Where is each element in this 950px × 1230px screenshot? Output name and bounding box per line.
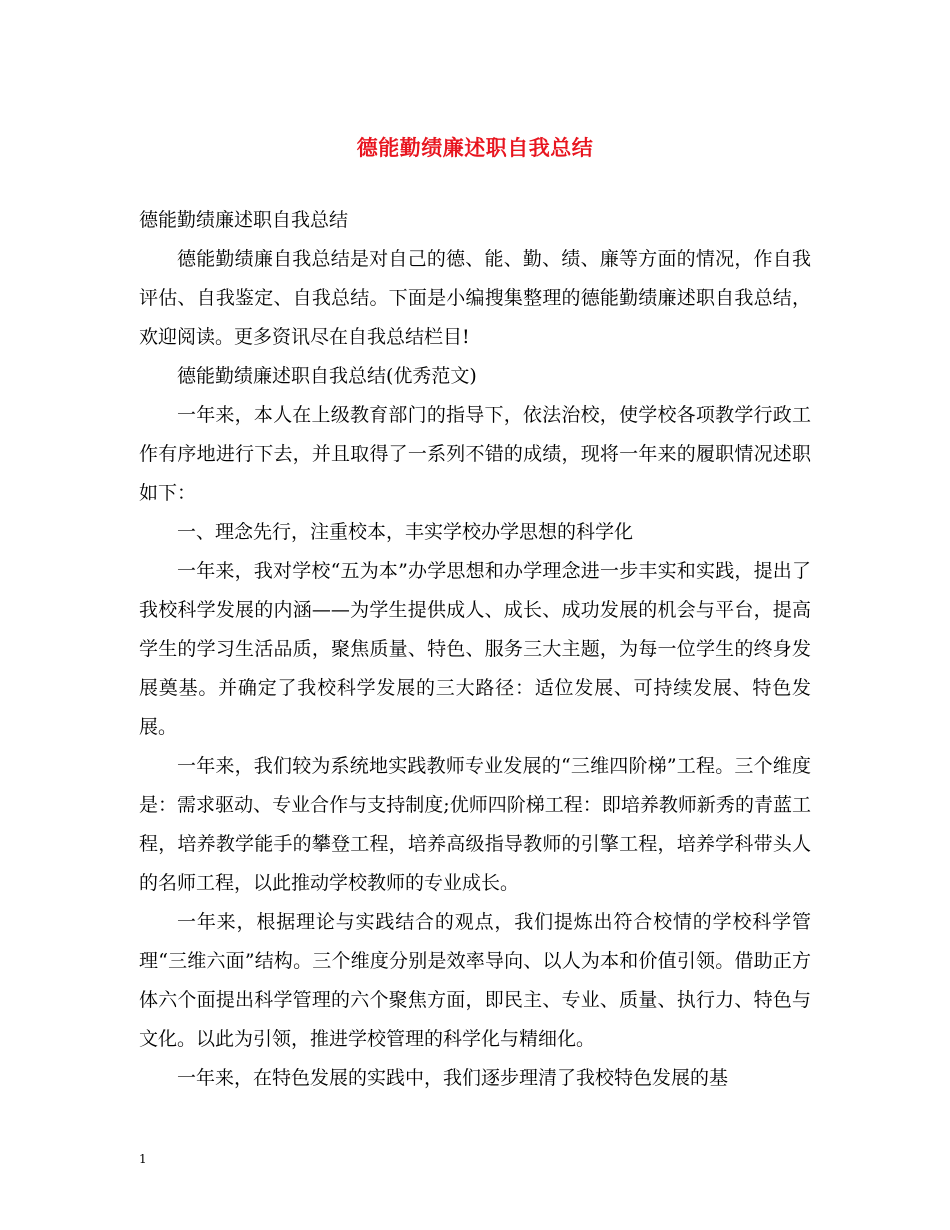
page-number: 1 [139, 1152, 147, 1166]
paragraph-heading: 德能勤绩廉述职自我总结(优秀范文) [177, 365, 477, 387]
paragraph: 一年来，我对学校“五为本”办学思想和办学理念进一步丰实和实践，提出了我校科学发展的内涵——为学生提供成人、成长、成功发展的机会与平台，提高学生的学习生活品质，聚焦质量、特色、服务三大主题，为每一位学生的终身发展奠基。并确定了我校科学发展的三大路径：适位发展、可持续发展、特色发展。 [139, 560, 811, 738]
paragraph: 一年来，本人在上级教育部门的指导下，依法治校，使学校各项教学行政工作有序地进行下去，并且取得了一系列不错的成绩，现将一年来的履职情况述职如下： [139, 404, 811, 504]
paragraph: 一年来，我们较为系统地实践教师专业发展的“三维四阶梯”工程。三个维度是：需求驱动、专业合作与支持制度;优师四阶梯工程：即培养教师新秀的青蓝工程，培养教学能手的攀登工程，培养高级指导教师的引擎工程，培养学科带头人的名师工程，以此推动学校教师的专业成长。 [139, 755, 811, 894]
paragraph: 一年来，根据理论与实践结合的观点，我们提炼出符合校情的学校科学管理“三维六面”结构。三个维度分别是效率导向、以人为本和价值引领。借助正方体六个面提出科学管理的六个聚焦方面，即民主、专业、质量、执行力、特色与文化。以此为引领，推进学校管理的科学化与精细化。 [139, 911, 811, 1050]
document-title: 德能勤绩廉述职自我总结 [356, 135, 594, 160]
paragraph-subtitle: 德能勤绩廉述职自我总结 [139, 209, 349, 231]
section-heading: 一、理念先行，注重校本，丰实学校办学思想的科学化 [177, 521, 634, 543]
document-body [139, 201, 811, 1098]
paragraph: 一年来，在特色发展的实践中，我们逐步理清了我校特色发展的基 [177, 1067, 729, 1089]
paragraph-intro: 德能勤绩廉自我总结是对自己的德、能、勤、绩、廉等方面的情况，作自我评估、自我鉴定、自我总结。下面是小编搜集整理的德能勤绩廉述职自我总结，欢迎阅读。更多资讯尽在自我总结栏目! [139, 248, 811, 348]
